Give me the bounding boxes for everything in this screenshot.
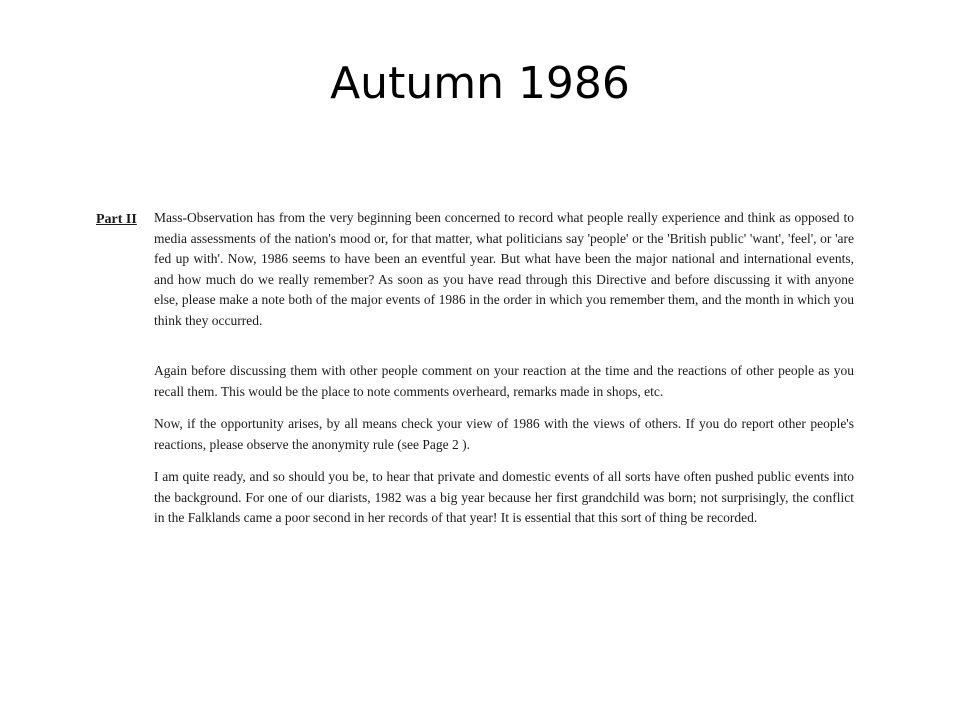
document-body [154,208,854,541]
paragraph-1: Mass-Observation has from the very beginning been concerned to record what people really experience and think as opposed to media assessments of the nation's mood or, for that matter, what politicians say 'people' or the 'British public' 'want', 'feel', or 'are fed up with'. Now, 1986 seems to have been an eventful year. But what have been the major national and international events, and how much do we really remember? As soon as you have read through this Directive and before discussing it with anyone else, please make a note both of the major events of 1986 in the order in which you remember them, and the month in which you think they occurred. [154,210,854,328]
paragraph-4: I am quite ready, and so should you be, to hear that private and domestic events of all sorts have often pushed public events into the background. For one of our diarists, 1982 was a big year because her first grandchild was born; not surprisingly, the conflict in the Falklands came a poor second in her records of that year! It is essential that this sort of thing be recorded. [154,469,854,525]
slide-title: Autumn 1986 [330,58,630,109]
paragraph-3: Now, if the opportunity arises, by all means check your view of 1986 with the views of others. If you do report other people's reactions, please observe the anonymity rule (see Page 2 ). [154,416,854,452]
scanned-document [96,208,864,541]
paragraph-2: Again before discussing them with other people comment on your reaction at the time and the reactions of other people as you recall them. This would be the place to note comments overheard, remarks made in shops, etc. [154,363,854,399]
section-label: Part II [96,212,137,227]
document-section [96,208,864,541]
